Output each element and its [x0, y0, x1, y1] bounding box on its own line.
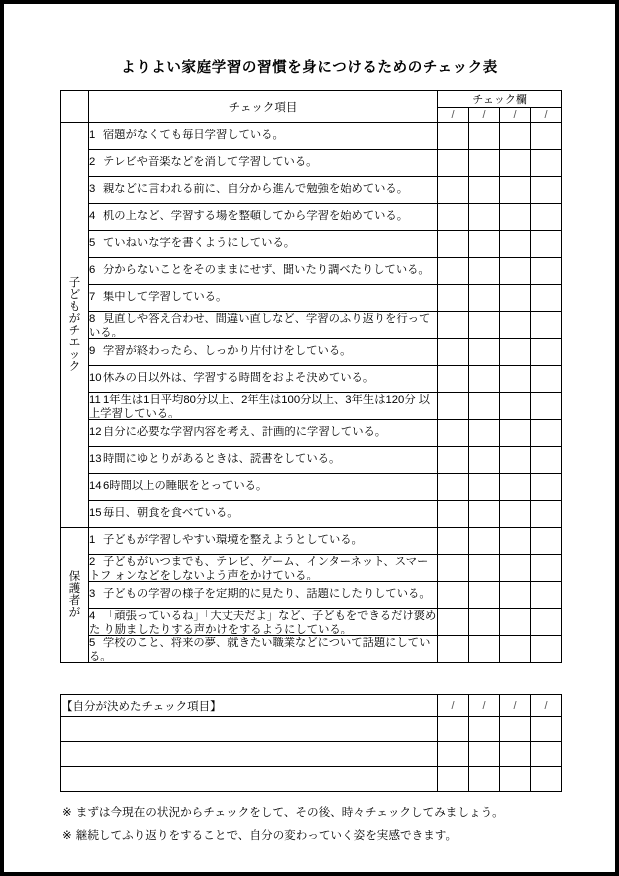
note-mark: ※: [62, 806, 72, 819]
checklist-item-number: 2: [89, 556, 96, 568]
header-slash-4: /: [531, 108, 562, 123]
check-box-cell[interactable]: [531, 366, 562, 393]
checklist-item-number: 6: [89, 264, 96, 277]
check-box-cell[interactable]: [500, 285, 531, 312]
check-box-cell[interactable]: [438, 528, 469, 555]
note-text: 継続してふり返りをすることで、自分の変わっていく姿を実感できます。: [75, 828, 458, 842]
checklist-item-cell: [89, 582, 438, 609]
checklist-item-cell: [89, 366, 438, 393]
checklist-item-cell: [89, 123, 438, 150]
checklist-item-text: 9 学習が終わったら、しっかり片付けをしている。: [89, 345, 352, 358]
checklist-item-cell: [89, 150, 438, 177]
own-items-check-cell[interactable]: [469, 767, 500, 792]
check-box-cell[interactable]: [531, 285, 562, 312]
own-items-check-cell[interactable]: [438, 717, 469, 742]
check-box-cell[interactable]: [531, 501, 562, 528]
checklist-item-number: 12: [89, 426, 102, 439]
header-item-column: チェック項目: [89, 91, 438, 123]
check-box-cell[interactable]: [438, 555, 469, 582]
checklist-item-text: 1 子どもが学習しやすい環境を整えようとしている。: [89, 534, 363, 547]
table-row: [61, 312, 562, 339]
header-slash-2: /: [469, 108, 500, 123]
note-mark: ※: [62, 828, 72, 842]
own-items-blank-row: [61, 717, 562, 742]
check-box-cell[interactable]: [500, 231, 531, 258]
check-box-cell[interactable]: [469, 285, 500, 312]
checklist-item-text: 5 学校のこと、将来の夢、就きたい職業などについて話題にしてい る。: [89, 637, 431, 661]
checklist-item-text: 6 分からないことをそのままにせず、聞いたり調べたりしている。: [89, 264, 430, 277]
checklist-item-text: 13時間にゆとりがあるときは、読書をしている。: [89, 453, 341, 466]
check-box-cell[interactable]: [438, 582, 469, 609]
checklist-item-number: 11: [89, 394, 101, 406]
check-box-cell[interactable]: [438, 258, 469, 285]
check-box-cell[interactable]: [500, 258, 531, 285]
check-box-cell[interactable]: [500, 582, 531, 609]
table-header-row: [61, 91, 562, 108]
checklist-item-cell: [89, 339, 438, 366]
table-row: [61, 474, 562, 501]
table-row: [61, 582, 562, 609]
own-items-slash-4: /: [531, 695, 562, 717]
own-items-check-cell[interactable]: [438, 742, 469, 767]
check-box-cell[interactable]: [500, 312, 531, 339]
own-items-slash-2: /: [469, 695, 500, 717]
checklist-item-text: 11 1年生は1日平均80分以上、2年生は100分以上、3年生は120分 以上学習している。: [89, 394, 431, 418]
checklist-item-number: 2: [89, 156, 96, 169]
check-box-cell[interactable]: [469, 231, 500, 258]
check-box-cell[interactable]: [469, 609, 500, 636]
table-row: [61, 393, 562, 420]
check-box-cell[interactable]: [531, 339, 562, 366]
check-box-cell[interactable]: [469, 528, 500, 555]
check-box-cell[interactable]: [469, 366, 500, 393]
check-box-cell[interactable]: [531, 150, 562, 177]
check-box-cell[interactable]: [531, 555, 562, 582]
table-row: [61, 447, 562, 474]
check-box-cell[interactable]: [531, 231, 562, 258]
own-items-check-cell[interactable]: [438, 767, 469, 792]
checklist-item-text: 4 机の上など、学習する場を整頓してから学習を始めている。: [89, 210, 409, 223]
own-items-check-cell[interactable]: [469, 717, 500, 742]
check-box-cell[interactable]: [500, 501, 531, 528]
table-row: [61, 339, 562, 366]
check-box-cell[interactable]: [531, 123, 562, 150]
check-box-cell[interactable]: [438, 285, 469, 312]
own-items-check-cell[interactable]: [500, 767, 531, 792]
checklist-item-cell: [89, 393, 438, 420]
check-box-cell[interactable]: [438, 177, 469, 204]
check-box-cell[interactable]: [531, 204, 562, 231]
check-box-cell[interactable]: [531, 609, 562, 636]
checklist-item-cell: [89, 474, 438, 501]
footer-notes: [62, 802, 582, 847]
checklist-item-text: 2 子どもがいつまでも、テレビ、ゲーム、インターネット、スマートフ ォンなどをしないよう声をかけている。: [89, 556, 429, 580]
check-box-cell[interactable]: [438, 636, 469, 663]
check-box-cell[interactable]: [438, 339, 469, 366]
check-box-cell[interactable]: [500, 177, 531, 204]
checklist-item-number: 1: [89, 129, 96, 142]
section-label-char: チ: [68, 325, 81, 337]
note-text: まずは今現在の状況からチェックをして、その後、時々チェックしてみましょう。: [75, 806, 504, 819]
checklist-item-text: 15毎日、朝食を食べている。: [89, 507, 239, 520]
check-box-cell[interactable]: [438, 231, 469, 258]
own-items-header-label: 【自分が決めたチェック項目】: [61, 695, 438, 717]
table-row: [61, 636, 562, 663]
check-box-cell[interactable]: [469, 339, 500, 366]
checklist-item-number: 5: [89, 237, 96, 250]
section-label-char: 護: [68, 582, 81, 595]
checklist-item-cell: [89, 420, 438, 447]
section-guardian-rows: [61, 528, 562, 663]
note-line: [62, 825, 582, 848]
own-items-input-cell[interactable]: [61, 717, 438, 742]
check-box-cell[interactable]: [469, 393, 500, 420]
own-items-check-cell[interactable]: [531, 717, 562, 742]
own-items-table: [60, 694, 562, 792]
check-box-cell[interactable]: [469, 636, 500, 663]
own-items-check-cell[interactable]: [500, 742, 531, 767]
check-box-cell[interactable]: [500, 150, 531, 177]
section-label-char: エ: [68, 337, 81, 350]
check-box-cell[interactable]: [469, 204, 500, 231]
checklist-item-number: 4: [89, 610, 96, 622]
checklist-item-number: 9: [89, 345, 96, 358]
check-box-cell[interactable]: [531, 312, 562, 339]
check-box-cell[interactable]: [469, 501, 500, 528]
check-box-cell[interactable]: [438, 474, 469, 501]
header-slash-3: /: [500, 108, 531, 123]
check-box-cell[interactable]: [469, 474, 500, 501]
own-items-slash-1: /: [438, 695, 469, 717]
check-box-cell[interactable]: [469, 150, 500, 177]
check-box-cell[interactable]: [469, 258, 500, 285]
checklist-item-number: 3: [89, 588, 96, 601]
own-items-header-row: [61, 695, 562, 717]
checklist-item-number: 10: [89, 372, 102, 385]
checklist-item-text: 1 宿題がなくても毎日学習している。: [89, 129, 284, 142]
checklist-item-cell: [89, 285, 438, 312]
section-child-rows: [61, 123, 562, 528]
header-slash-1: /: [438, 108, 469, 123]
check-box-cell[interactable]: [438, 204, 469, 231]
header-check-group: チェック欄: [438, 91, 562, 108]
note-line: [62, 802, 582, 825]
page-title: よりよい家庭学習の習慣を身につけるためのチェック表: [121, 60, 498, 76]
checklist-item-cell: [89, 204, 438, 231]
section-label-char: が: [68, 312, 81, 325]
own-items-blank-row: [61, 742, 562, 767]
checklist-table: [60, 90, 562, 663]
checklist-item-number: 3: [89, 183, 96, 196]
section-label-char: も: [68, 300, 81, 313]
check-box-cell[interactable]: [469, 447, 500, 474]
own-items-blank-row: [61, 767, 562, 792]
own-items-slash-3: /: [500, 695, 531, 717]
checklist-item-number: 8: [89, 313, 96, 325]
check-box-cell[interactable]: [469, 582, 500, 609]
check-box-cell[interactable]: [531, 393, 562, 420]
checklist-item-cell: [89, 528, 438, 555]
check-box-cell[interactable]: [531, 420, 562, 447]
section-vertical-label: [61, 123, 89, 528]
section-label-char: ク: [68, 361, 81, 374]
checklist-item-cell: [89, 231, 438, 258]
table-row: [61, 609, 562, 636]
checklist-item-cell: [89, 177, 438, 204]
check-box-cell[interactable]: [469, 123, 500, 150]
checklist-item-cell: [89, 636, 438, 663]
checklist-item-number: 7: [89, 291, 96, 304]
checklist-item-text: 2 テレビや音楽などを消して学習している。: [89, 156, 318, 169]
checklist-item-number: 15: [89, 507, 102, 520]
table-row: [61, 366, 562, 393]
checklist-item-number: 13: [89, 453, 102, 466]
check-box-cell[interactable]: [469, 555, 500, 582]
table-row: [61, 555, 562, 582]
own-items-input-cell[interactable]: [61, 767, 438, 792]
section-label-char: 者: [68, 595, 81, 607]
checklist-item-text: 5 ていねいな字を書くようにしている。: [89, 237, 296, 250]
checklist-item-text: 3 親などに言われる前に、自分から進んで勉強を始めている。: [89, 183, 409, 196]
table-row: [61, 258, 562, 285]
check-box-cell[interactable]: [531, 636, 562, 663]
table-row: [61, 177, 562, 204]
header-label-spacer: [61, 91, 89, 123]
check-box-cell[interactable]: [531, 258, 562, 285]
own-items-check-cell[interactable]: [531, 767, 562, 792]
check-box-cell[interactable]: [438, 312, 469, 339]
checklist-item-number: 5: [89, 637, 96, 649]
check-box-cell[interactable]: [531, 447, 562, 474]
check-box-cell[interactable]: [469, 312, 500, 339]
table-row: [61, 150, 562, 177]
checklist-item-text: 10休みの日以外は、学習する時間をおよそ決めている。: [89, 372, 375, 385]
check-box-cell[interactable]: [500, 339, 531, 366]
check-box-cell[interactable]: [438, 393, 469, 420]
own-items-check-cell[interactable]: [469, 742, 500, 767]
check-box-cell[interactable]: [438, 501, 469, 528]
check-box-cell[interactable]: [500, 204, 531, 231]
check-box-cell[interactable]: [500, 393, 531, 420]
section-label-char: ッ: [68, 349, 81, 362]
checklist-item-number: 1: [89, 534, 96, 547]
table-row: [61, 231, 562, 258]
table-row: [61, 501, 562, 528]
check-box-cell[interactable]: [500, 528, 531, 555]
own-items-body: [61, 695, 562, 792]
checklist-item-cell: [89, 609, 438, 636]
checklist-header-group: [61, 91, 562, 123]
check-box-cell[interactable]: [500, 420, 531, 447]
checklist-item-text: 8 見直しや答え合わせ、間違い直しなど、学習のふり返りを行って いる。: [89, 313, 431, 337]
check-box-cell[interactable]: [531, 474, 562, 501]
check-box-cell[interactable]: [438, 447, 469, 474]
checklist-item-cell: [89, 312, 438, 339]
checklist-item-text: 146時間以上の睡眠をとっている。: [89, 480, 268, 493]
check-box-cell[interactable]: [469, 177, 500, 204]
table-row: [61, 420, 562, 447]
table-row: [61, 285, 562, 312]
check-box-cell[interactable]: [500, 636, 531, 663]
own-items-check-cell[interactable]: [500, 717, 531, 742]
section-label-char: が: [68, 607, 81, 620]
check-box-cell[interactable]: [438, 420, 469, 447]
check-box-cell[interactable]: [500, 609, 531, 636]
check-box-cell[interactable]: [500, 474, 531, 501]
table-row: [61, 528, 562, 555]
check-box-cell[interactable]: [500, 447, 531, 474]
table-row: [61, 123, 562, 150]
checklist-item-number: 14: [89, 480, 102, 493]
checklist-item-cell: [89, 258, 438, 285]
checklist-item-text: 7 集中して学習している。: [89, 291, 228, 304]
check-box-cell[interactable]: [531, 582, 562, 609]
check-box-cell[interactable]: [438, 123, 469, 150]
check-box-cell[interactable]: [531, 177, 562, 204]
checklist-item-cell: [89, 555, 438, 582]
check-box-cell[interactable]: [531, 528, 562, 555]
check-box-cell[interactable]: [500, 123, 531, 150]
checklist-item-cell: [89, 501, 438, 528]
own-items-input-cell[interactable]: [61, 742, 438, 767]
checklist-item-text: 12自分に必要な学習内容を考え、計画的に学習している。: [89, 426, 387, 439]
section-label-char: 子: [68, 276, 81, 289]
check-box-cell[interactable]: [500, 555, 531, 582]
checklist-item-cell: [89, 447, 438, 474]
own-items-check-cell[interactable]: [531, 742, 562, 767]
section-label-char: 保: [68, 570, 81, 583]
check-box-cell[interactable]: [469, 420, 500, 447]
checklist-item-number: 4: [89, 210, 96, 223]
checklist-item-text: 3 子どもの学習の様子を定期的に見たり、話題にしたりしている。: [89, 588, 431, 601]
check-box-cell[interactable]: [438, 150, 469, 177]
table-row: [61, 204, 562, 231]
check-box-cell[interactable]: [438, 366, 469, 393]
page-content: [4, 4, 615, 872]
check-box-cell[interactable]: [438, 609, 469, 636]
checklist-item-text: 4 「頑張っているね」「大丈夫だよ」など、子どもをできるだけ褒めた り励ましたりする声かけをするようにしている。: [89, 610, 437, 634]
section-label-char: ど: [68, 288, 81, 301]
section-vertical-label: [61, 528, 89, 663]
check-box-cell[interactable]: [500, 366, 531, 393]
